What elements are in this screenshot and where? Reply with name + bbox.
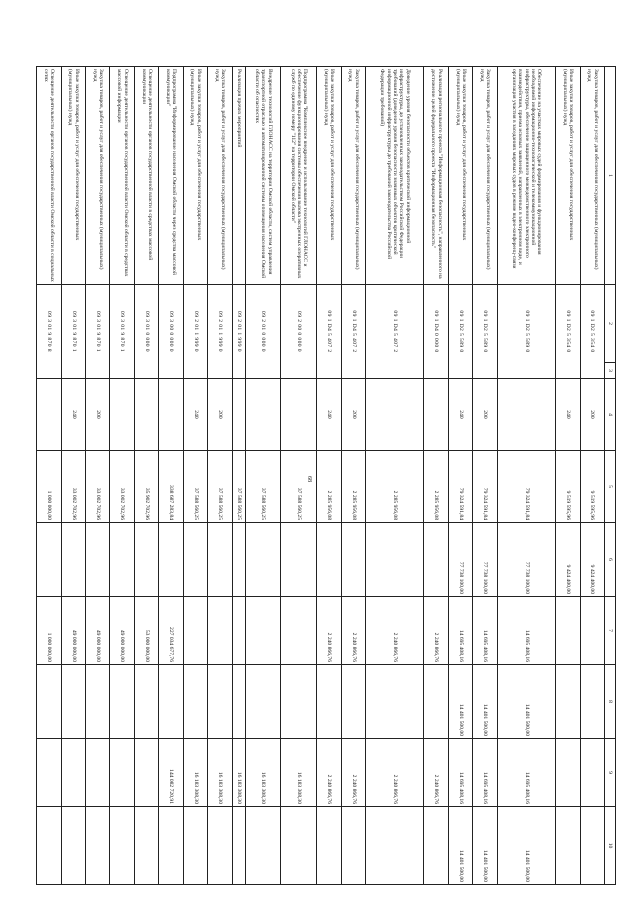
amount-cell: 77 738 100,00	[473, 523, 497, 597]
amount-cell	[37, 665, 62, 739]
header-cell: 1	[605, 67, 616, 285]
kind-cell	[497, 379, 555, 451]
amount-cell	[37, 523, 62, 597]
code-cell: 09 1 D2 5 354 0	[580, 285, 604, 379]
name-cell: Иные закупки товаров, работ и услуг для обеспечения государственных (муниципальных) нужд	[317, 67, 341, 285]
amount-cell	[134, 665, 158, 739]
amount-cell: 9 424 400,00	[580, 523, 604, 597]
amount-cell: 2 240 866,76	[366, 597, 424, 665]
kind-cell: 200	[208, 379, 232, 451]
amount-cell: 14 401 500,00	[497, 665, 555, 739]
table-row	[448, 67, 472, 885]
header-cell: 6	[605, 523, 616, 597]
amount-cell	[110, 739, 134, 807]
amount-cell: 37 588 560,25	[208, 451, 232, 523]
kind-cell	[134, 379, 158, 451]
kind-cell	[110, 379, 134, 451]
amount-cell: 79 324 591,84	[497, 451, 555, 523]
amount-cell	[183, 597, 207, 665]
amount-cell	[208, 665, 232, 739]
amount-cell	[61, 665, 85, 739]
name-cell: Иные закупки товаров, работ и услуг для обеспечения государственных (муниципальных) нужд	[448, 67, 472, 285]
amount-cell: 2 240 866,76	[341, 739, 365, 807]
amount-cell: 2 240 866,76	[366, 739, 424, 807]
name-cell: Подпрограмма "Комплексное внедрение и использование технологий ГЛОНАСС и обеспечение функционирования системы обеспечения вызова экстренных оперативных служб по единому номеру "112" на территории Омской области"	[281, 67, 317, 285]
table-row	[61, 67, 85, 885]
amount-cell: 14 401 500,00	[497, 807, 555, 885]
amount-cell: 53 000 000,00	[134, 597, 158, 665]
amount-cell	[37, 739, 62, 807]
table-row	[317, 67, 341, 885]
page-number: 68	[306, 476, 312, 482]
amount-cell	[366, 807, 424, 885]
amount-cell: 2 240 866,76	[424, 597, 448, 665]
name-cell: Закупка товаров, работ и услуг для обеспечения государственных (муниципальных) нужд	[86, 67, 110, 285]
kind-cell	[159, 379, 183, 451]
amount-cell	[110, 665, 134, 739]
amount-cell: 2 285 956,08	[317, 451, 341, 523]
code-cell: 09 1 D4 5 407 2	[317, 285, 341, 379]
amount-cell: 14 695 408,16	[448, 739, 472, 807]
code-cell: 09 1 D4 0 000 0	[424, 285, 448, 379]
amount-cell	[341, 523, 365, 597]
amount-cell: 16 183 308,30	[232, 739, 245, 807]
amount-cell	[37, 807, 62, 885]
code-cell: 09 2 01 1 999 0	[183, 285, 207, 379]
kind-cell: 200	[86, 379, 110, 451]
budget-table-sheet	[36, 66, 616, 882]
code-cell: 09 1 D2 5 589 0	[448, 285, 472, 379]
code-cell: 09 3 01 9 870 1	[61, 285, 85, 379]
amount-cell: 35 902 702,96	[134, 451, 158, 523]
amount-cell	[86, 523, 110, 597]
name-cell: Подпрограмма "Информирование населения Омской области через средства массовой коммуникации"	[159, 67, 183, 285]
code-cell: 09 3 01 9 870 1	[86, 285, 110, 379]
amount-cell	[245, 597, 281, 665]
amount-cell: 79 324 591,84	[473, 451, 497, 523]
kind-cell: 240	[61, 379, 85, 451]
kind-cell	[366, 379, 424, 451]
amount-cell	[86, 739, 110, 807]
kind-cell: 240	[183, 379, 207, 451]
amount-cell	[61, 807, 85, 885]
amount-cell: 2 240 866,76	[317, 739, 341, 807]
code-cell: 09 2 00 0 000 0	[281, 285, 317, 379]
amount-cell: 2 240 866,76	[341, 597, 365, 665]
name-cell: Доведение уровня безопасности объектов критической информационной инфраструктуры, до установленных законодательством Российской Федерации требований (доведение уровня безопасности значимых объектов критической информационной инфраструктуры до требований законодательства Российской Федерации требований)	[366, 67, 424, 285]
amount-cell: 2 240 866,76	[424, 739, 448, 807]
amount-cell	[208, 597, 232, 665]
amount-cell	[183, 523, 207, 597]
table-row	[341, 67, 365, 885]
table-row	[183, 67, 207, 885]
kind-cell	[281, 379, 317, 451]
name-cell: Иные закупки товаров, работ и услуг для обеспечения государственных (муниципальных) нужд	[61, 67, 85, 285]
table-row	[245, 67, 281, 885]
amount-cell	[556, 597, 580, 665]
amount-cell	[134, 523, 158, 597]
amount-cell: 2 285 956,08	[366, 451, 424, 523]
header-cell: 5	[605, 451, 616, 523]
amount-cell: 14 401 500,00	[473, 665, 497, 739]
amount-cell: 2 285 956,08	[341, 451, 365, 523]
table-row	[497, 67, 555, 885]
amount-cell: 49 000 000,00	[110, 597, 134, 665]
amount-cell: 9 519 595,96	[556, 451, 580, 523]
code-cell: 09 3 01 9 870 8	[37, 285, 62, 379]
amount-cell	[159, 665, 183, 739]
amount-cell	[317, 523, 341, 597]
amount-cell	[183, 807, 207, 885]
amount-cell	[208, 523, 232, 597]
code-cell: 09 2 01 1 999 0	[208, 285, 232, 379]
name-cell: Закупка товаров, работ и услуг для обеспечения государственных (муниципальных) нужд	[208, 67, 232, 285]
amount-cell	[424, 665, 448, 739]
rotated-page	[36, 66, 616, 882]
amount-cell: 77 738 100,00	[448, 523, 472, 597]
kind-cell: 200	[580, 379, 604, 451]
name-cell: Освещение деятельности органов государственной власти Омской области в социальных сетях	[37, 67, 62, 285]
table-row	[580, 67, 604, 885]
amount-cell: 37 588 560,25	[232, 451, 245, 523]
code-cell: 09 2 01 1 999 0	[232, 285, 245, 379]
code-cell: 09 1 D2 5 589 0	[497, 285, 555, 379]
amount-cell: 14 695 408,16	[473, 739, 497, 807]
table-row	[366, 67, 424, 885]
header-cell: 4	[605, 379, 616, 451]
amount-cell	[281, 807, 317, 885]
amount-cell	[232, 597, 245, 665]
amount-cell	[61, 523, 85, 597]
amount-cell	[232, 807, 245, 885]
amount-cell: 14 695 408,16	[497, 597, 555, 665]
table-row	[232, 67, 245, 885]
table-row	[556, 67, 580, 885]
kind-cell	[245, 379, 281, 451]
amount-cell	[317, 665, 341, 739]
code-cell: 09 3 01 0 000 0	[134, 285, 158, 379]
amount-cell: 14 401 500,00	[473, 807, 497, 885]
amount-cell	[245, 807, 281, 885]
amount-cell: 16 183 308,30	[281, 739, 317, 807]
amount-cell: 9 519 595,96	[580, 451, 604, 523]
name-cell: Освещение деятельности органов государственной власти Омской области в средствах массовой информации	[110, 67, 134, 285]
amount-cell: 33 002 702,96	[61, 451, 85, 523]
amount-cell: 49 000 000,00	[61, 597, 85, 665]
amount-cell	[110, 807, 134, 885]
table-row	[424, 67, 448, 885]
amount-cell	[366, 523, 424, 597]
amount-cell: 49 000 000,00	[86, 597, 110, 665]
header-cell: 7	[605, 597, 616, 665]
name-cell: Закупка товаров, работ и услуг для обеспечения государственных (муниципальных) нужд	[341, 67, 365, 285]
amount-cell	[341, 665, 365, 739]
amount-cell	[245, 665, 281, 739]
header-cell: 8	[605, 665, 616, 739]
amount-cell: 79 324 591,84	[448, 451, 472, 523]
amount-cell	[232, 523, 245, 597]
amount-cell: 16 183 308,30	[245, 739, 281, 807]
header-cell: 9	[605, 739, 616, 807]
amount-cell: 37 588 560,25	[245, 451, 281, 523]
amount-cell	[134, 807, 158, 885]
table-row	[86, 67, 110, 885]
name-cell: Закупка товаров, работ и услуг для обеспечения государственных (муниципальных) нужд	[580, 67, 604, 285]
name-cell: Закупка товаров, работ и услуг для обеспечения государственных (муниципальных) нужд	[473, 67, 497, 285]
amount-cell	[281, 665, 317, 739]
amount-cell	[134, 739, 158, 807]
amount-cell	[245, 523, 281, 597]
kind-cell: 240	[317, 379, 341, 451]
code-cell: 09 3 01 9 870 1	[110, 285, 134, 379]
amount-cell	[110, 523, 134, 597]
amount-cell	[341, 807, 365, 885]
table-row	[208, 67, 232, 885]
amount-cell	[556, 807, 580, 885]
amount-cell: 14 401 500,00	[448, 665, 472, 739]
amount-cell: 16 183 308,30	[183, 739, 207, 807]
amount-cell: 77 738 100,00	[497, 523, 555, 597]
header-cell: 2	[605, 285, 616, 363]
header-row	[605, 67, 616, 885]
amount-cell: 2 240 866,76	[317, 597, 341, 665]
amount-cell	[159, 807, 183, 885]
amount-cell	[183, 665, 207, 739]
kind-cell	[424, 379, 448, 451]
amount-cell	[424, 807, 448, 885]
amount-cell	[208, 807, 232, 885]
amount-cell	[580, 807, 604, 885]
amount-cell: 227 034 677,76	[159, 597, 183, 665]
table-row	[473, 67, 497, 885]
amount-cell: 338 687 283,84	[159, 451, 183, 523]
amount-cell	[424, 523, 448, 597]
code-cell: 09 1 D4 5 407 2	[341, 285, 365, 379]
table-row	[110, 67, 134, 885]
code-cell: 09 2 01 0 000 0	[245, 285, 281, 379]
amount-cell	[556, 665, 580, 739]
name-cell: Внедрение технологий ГЛОНАСС на территории Омской области, систем управления транспортной отраслью и автоматизированной системы оповещения населения Омской области об опасностях	[245, 67, 281, 285]
amount-cell: 14 695 408,16	[497, 739, 555, 807]
code-cell: 09 1 D2 5 589 0	[473, 285, 497, 379]
name-cell: Реализация прочих мероприятий	[232, 67, 245, 285]
amount-cell	[366, 665, 424, 739]
amount-cell: 16 183 308,30	[208, 739, 232, 807]
code-cell: 09 3 00 0 000 0	[159, 285, 183, 379]
amount-cell	[580, 665, 604, 739]
amount-cell	[86, 665, 110, 739]
amount-cell	[61, 739, 85, 807]
name-cell: Реализация регионального проекта "Информационная безопасность", направленного на достижение целей федерального проекта "Информационная безопасность"	[424, 67, 448, 285]
amount-cell: 14 695 408,16	[473, 597, 497, 665]
table-row	[37, 67, 62, 885]
amount-cell	[86, 807, 110, 885]
amount-cell: 144 082 720,91	[159, 739, 183, 807]
amount-cell: 37 588 560,25	[183, 451, 207, 523]
amount-cell	[281, 597, 317, 665]
amount-cell	[556, 739, 580, 807]
amount-cell	[580, 739, 604, 807]
name-cell: Иные закупки товаров, работ и услуг для обеспечения государственных (муниципальных) нужд	[183, 67, 207, 285]
amount-cell: 33 002 702,96	[86, 451, 110, 523]
amount-cell	[580, 597, 604, 665]
kind-cell	[37, 379, 62, 451]
amount-cell: 9 424 400,00	[556, 523, 580, 597]
amount-cell	[232, 665, 245, 739]
kind-cell: 200	[473, 379, 497, 451]
kind-cell: 200	[341, 379, 365, 451]
kind-cell: 240	[556, 379, 580, 451]
kind-cell: 240	[448, 379, 472, 451]
header-cell: 3	[605, 363, 616, 379]
budget-table	[36, 66, 616, 885]
amount-cell: 1 000 000,00	[37, 451, 62, 523]
amount-cell: 37 588 560,25	[281, 451, 317, 523]
name-cell: Обеспечение на участках мировых судей формирования и функционирования необходимой информационно-технологической и телекоммуникационной инфраструктуры, обеспечение защищенного межведомственного электронного взаимодействия, приема исковых заявлений, направленных в электронном виде, и организация участия в заседаниях мировых судов в режиме видео-конференц-связи	[497, 67, 555, 285]
amount-cell: 33 002 702,96	[110, 451, 134, 523]
amount-cell: 1 000 000,00	[37, 597, 62, 665]
amount-cell	[281, 523, 317, 597]
name-cell: Иные закупки товаров, работ и услуг для обеспечения государственных (муниципальных) нужд	[556, 67, 580, 285]
code-cell: 09 1 D4 5 407 2	[366, 285, 424, 379]
amount-cell	[159, 523, 183, 597]
header-cell: 10	[605, 807, 616, 885]
amount-cell: 2 285 956,08	[424, 451, 448, 523]
name-cell: Освещение деятельности органов государственной власти в средствах массовой коммуникации	[134, 67, 158, 285]
kind-cell	[232, 379, 245, 451]
table-row	[281, 67, 317, 885]
amount-cell: 14 695 408,16	[448, 597, 472, 665]
amount-cell: 14 401 500,00	[448, 807, 472, 885]
table-row	[134, 67, 158, 885]
code-cell: 09 1 D2 5 354 0	[556, 285, 580, 379]
amount-cell	[317, 807, 341, 885]
table-row	[159, 67, 183, 885]
